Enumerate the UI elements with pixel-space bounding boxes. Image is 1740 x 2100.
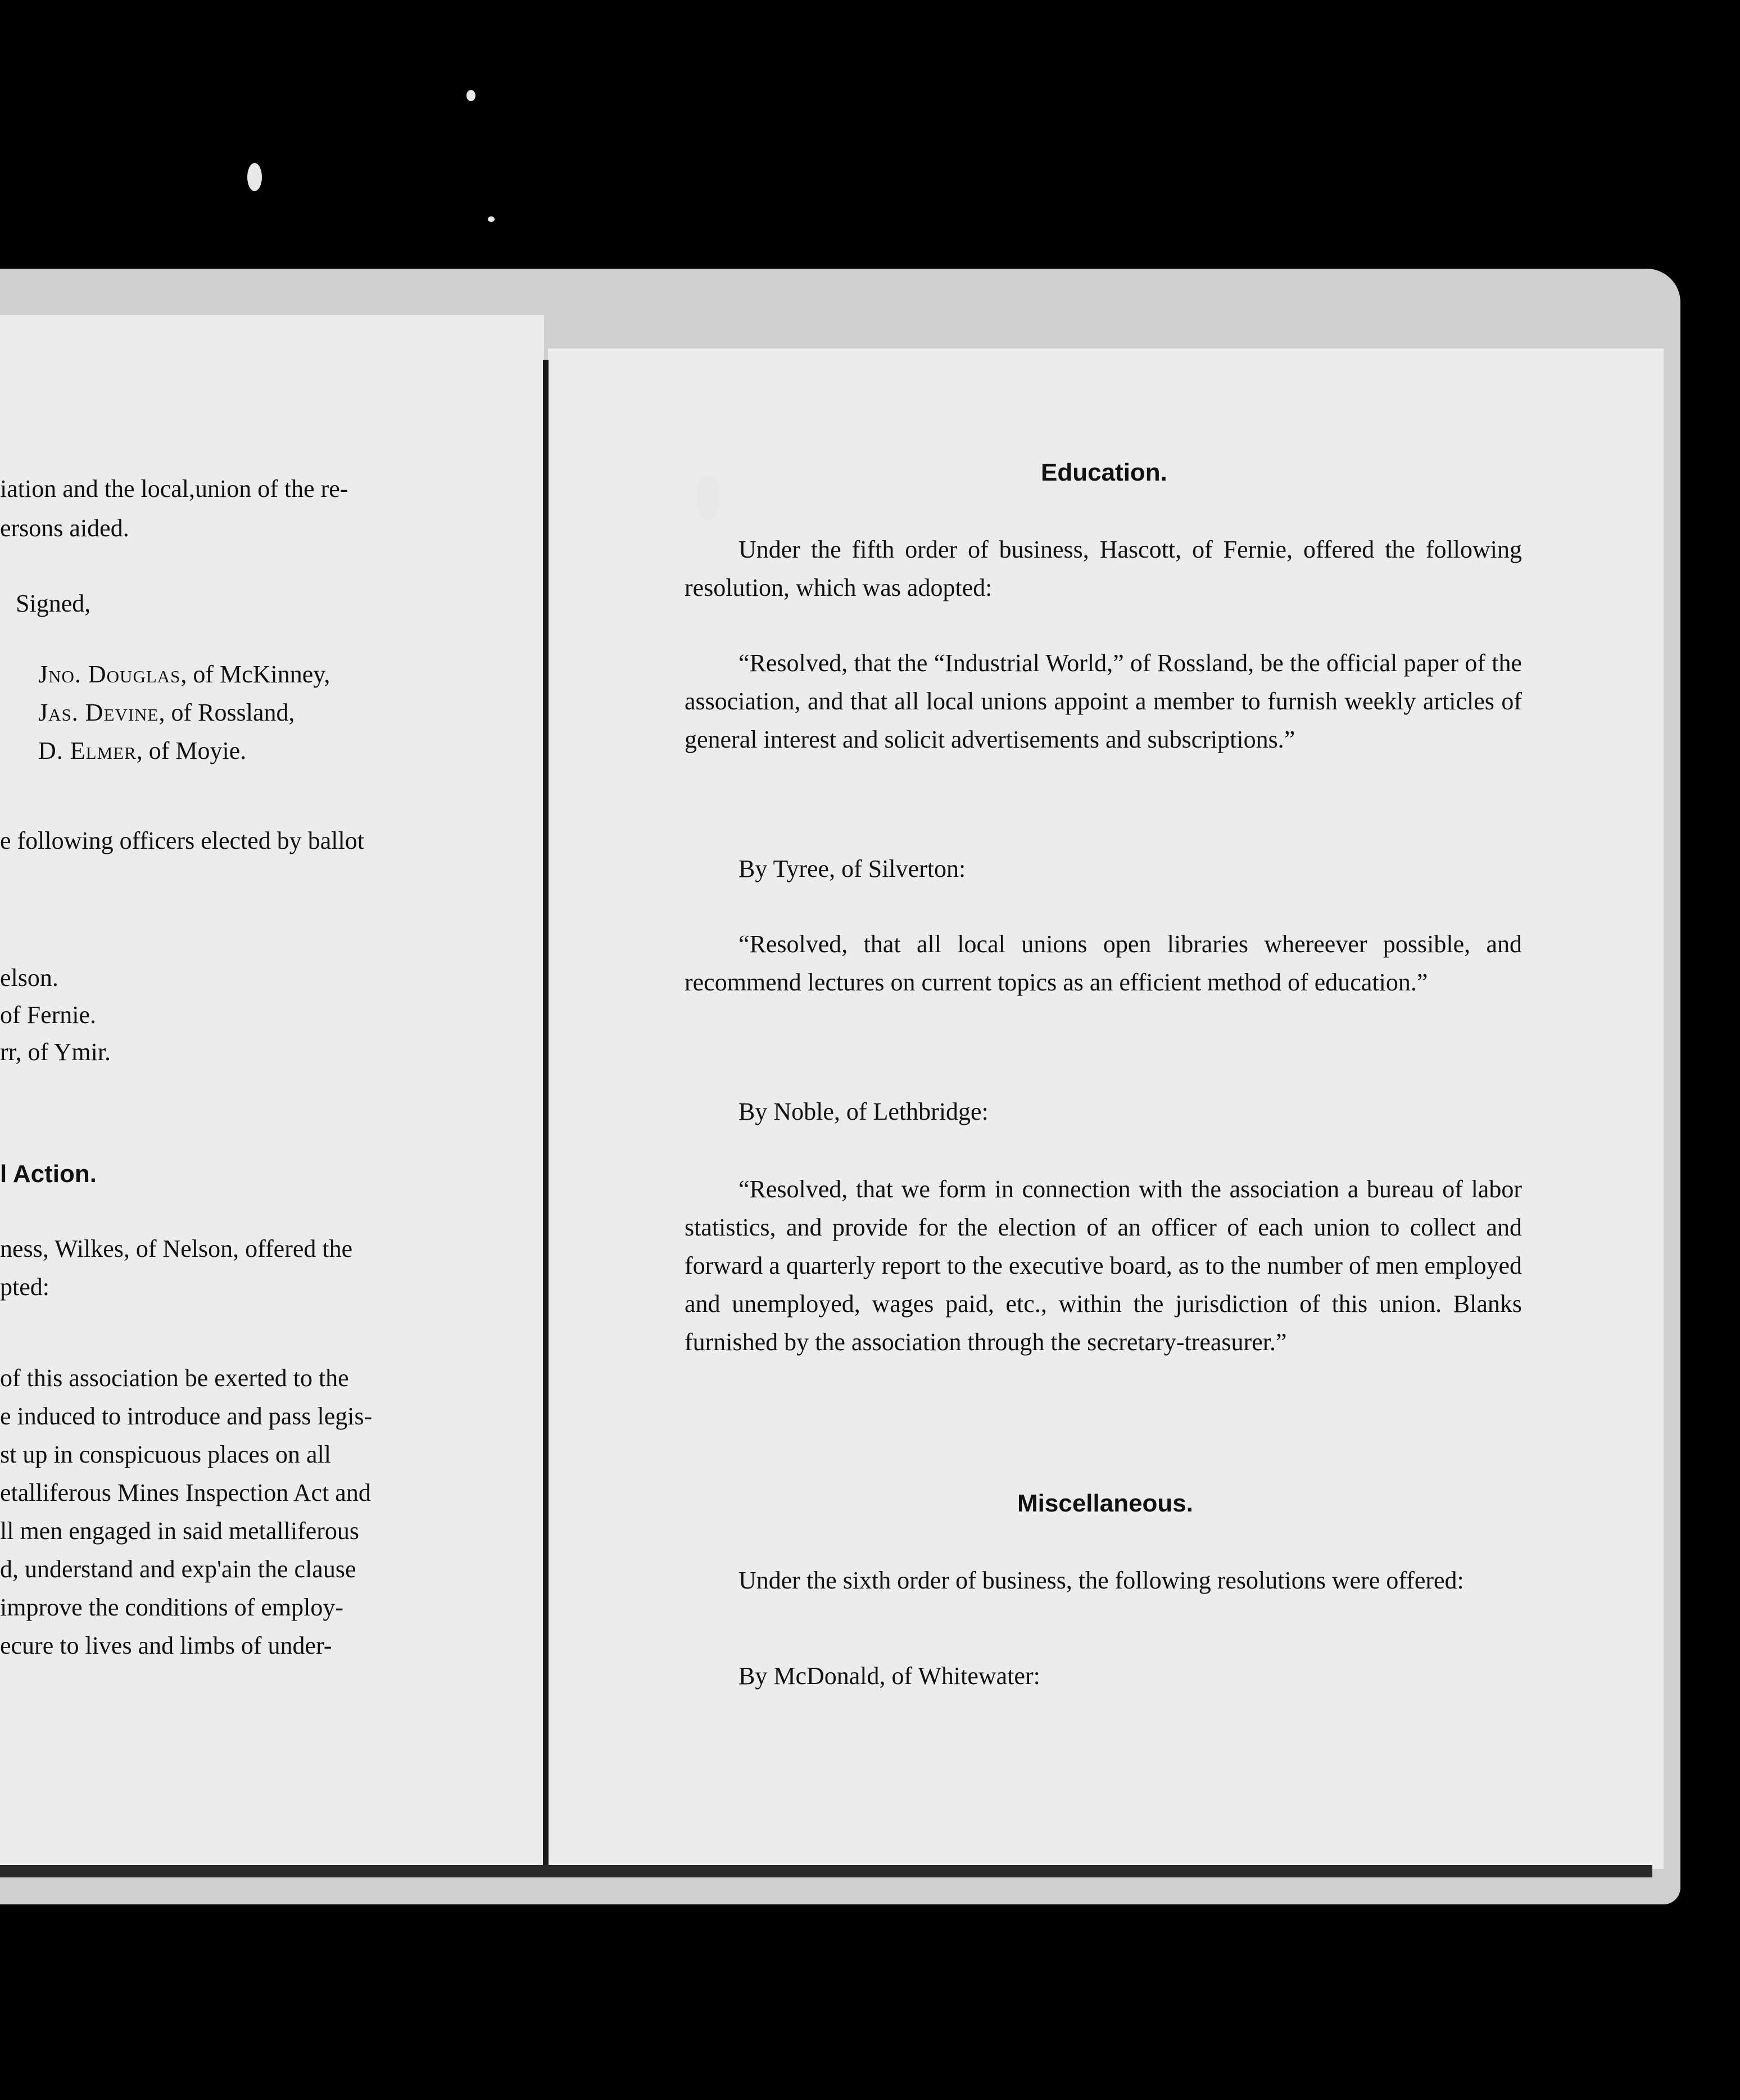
left-resolution-line-3: st up in conspicuous places on all <box>0 1441 332 1468</box>
signatory-place: , of Moyie. <box>136 737 247 764</box>
education-intro-text: Under the fifth order of business, Hascott, of Fernie, offered the following resolution, which was adopted: <box>685 536 1522 601</box>
left-intro-line-1: ness, Wilkes, of Nelson, offered the <box>0 1235 353 1262</box>
page-bottom-edge <box>0 1865 1652 1877</box>
resolution-2-text: “Resolved, that all local unions open libraries whereever possible, and recommend lectures on current topics as an efficient method of education.” <box>685 930 1522 996</box>
resolution-3-text: “Resolved, that we form in connection with the association a bureau of labor statistics, and provide for the election of an officer of each union to collect and forward a quarterly report to the executive board, as to the number of men employed and unemployed, wages paid, etc., within the jurisdiction of this union. Blanks furnished by the association through the secretary-treasurer.” <box>685 1175 1522 1356</box>
misc-intro-text: Under the sixth order of business, the following resolutions were offered: <box>738 1567 1464 1594</box>
signatory-3 <box>38 732 246 770</box>
by-noble: By Noble, of Lethbridge: <box>738 1098 989 1125</box>
left-resolution-line-8: ecure to lives and limbs of under- <box>0 1632 332 1659</box>
left-resolution-line-2: e induced to introduce and pass legis- <box>0 1402 373 1430</box>
by-tyree: By Tyree, of Silverton: <box>738 855 966 882</box>
signatory-place: , of Rossland, <box>158 699 295 726</box>
scan-speck <box>697 475 719 520</box>
officers-line: e following officers elected by ballot <box>0 827 364 854</box>
officer-line-3: rr, of Ymir. <box>0 1038 111 1066</box>
left-resolution-line-4: etalliferous Mines Inspection Act and <box>0 1479 371 1506</box>
signed-label: Signed, <box>16 590 91 617</box>
resolution-1-text: “Resolved, that the “Industrial World,” of Rossland, be the official paper of the association, and that all local unions appoint a member to furnish weekly articles of general interest and solicit advertisements and subscriptions.” <box>685 649 1522 753</box>
left-intro-line-2: pted: <box>0 1273 49 1301</box>
education-heading: Education. <box>1041 459 1167 486</box>
left-resolution-line-7: improve the conditions of employ- <box>0 1594 343 1621</box>
scan-speck <box>247 163 262 191</box>
left-resolution-line-1: of this association be exerted to the <box>0 1364 349 1392</box>
miscellaneous-heading: Miscellaneous. <box>1017 1490 1194 1517</box>
officer-line-2: of Fernie. <box>0 1001 97 1029</box>
education-intro <box>685 531 1522 607</box>
signatory-place: , of McKinney, <box>180 660 330 688</box>
signatory-name: D. Elmer <box>38 737 137 764</box>
signatory-2 <box>38 694 295 732</box>
miscellaneous-intro <box>685 1562 1522 1600</box>
left-section-heading: l Action. <box>0 1160 97 1188</box>
signatory-name: Jno. Douglas <box>38 660 181 688</box>
by-mcdonald: By McDonald, of Whitewater: <box>738 1662 1040 1690</box>
scan-speck <box>466 90 475 101</box>
resolution-libraries <box>685 925 1522 1002</box>
signatory-name: Jas. Devine <box>38 699 159 726</box>
scan-speck <box>488 216 495 222</box>
left-resolution-line-5: ll men engaged in said metalliferous <box>0 1517 360 1545</box>
resolution-labor-statistics <box>685 1170 1522 1361</box>
resolution-industrial-world <box>685 644 1522 759</box>
left-fragment-line-2: ersons aided. <box>0 514 129 542</box>
book-gutter <box>543 360 549 1877</box>
signatory-1 <box>38 655 330 694</box>
officer-line-1: elson. <box>0 964 58 992</box>
left-resolution-line-6: d, understand and exp'ain the clause <box>0 1555 356 1583</box>
left-fragment-line-1: iation and the local,union of the re- <box>0 475 348 503</box>
